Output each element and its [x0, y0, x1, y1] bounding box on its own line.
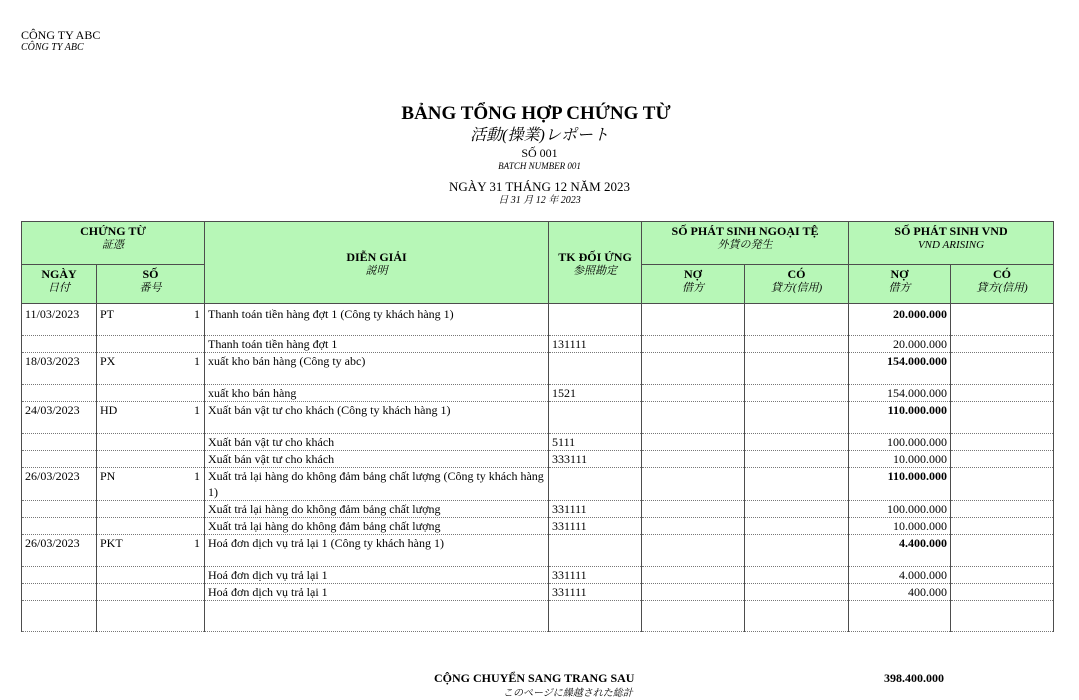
batch-number: SỐ 001: [521, 146, 558, 160]
row-date: [22, 434, 97, 451]
report-title: BẢNG TỔNG HỢP CHỨNG TỪ: [401, 103, 671, 124]
row-type: [97, 584, 205, 601]
row-fx-credit: [745, 468, 849, 501]
row-type-code: HD: [100, 403, 118, 417]
row-seq: 1: [194, 536, 201, 550]
row-fx-debit: [642, 584, 745, 601]
row-description: Hoá đơn dịch vụ trả lại 1 (Công ty khách hàng 1): [205, 535, 549, 567]
company-header: [21, 28, 100, 54]
row-type: [97, 518, 205, 535]
row-vnd-debit: 110.000.000: [849, 402, 951, 434]
row-type: [97, 501, 205, 518]
row-account: [549, 402, 642, 434]
row-fx-credit: [745, 402, 849, 434]
row-vnd-debit: 10.000.000: [849, 451, 951, 468]
row-date: [22, 501, 97, 518]
table-row: [22, 402, 1054, 434]
row-type: [97, 385, 205, 402]
row-fx-debit: [642, 535, 745, 567]
table-row: [22, 353, 1054, 385]
row-description: Thanh toán tiền hàng đợt 1 (Công ty khách hàng 1): [205, 304, 549, 336]
row-fx-credit: [745, 434, 849, 451]
row-type: [97, 402, 205, 434]
table-row: [22, 501, 1054, 518]
row-fx-debit: [642, 336, 745, 353]
row-vnd-debit: 4.000.000: [849, 567, 951, 584]
table-row: [22, 535, 1054, 567]
table-row-empty: [22, 601, 1054, 632]
row-account: [549, 304, 642, 336]
row-seq: 1: [194, 403, 201, 417]
table-row: [22, 468, 1054, 501]
row-fx-debit: [642, 304, 745, 336]
row-type: [97, 336, 205, 353]
row-fx-credit: [745, 501, 849, 518]
row-date: [22, 567, 97, 584]
empty-cell: [642, 601, 745, 632]
empty-cell: [745, 601, 849, 632]
row-description: Xuất bán vật tư cho khách: [205, 451, 549, 468]
row-account: 331111: [549, 584, 642, 601]
row-account: 1521: [549, 385, 642, 402]
row-date: 18/03/2023: [22, 353, 97, 385]
row-vnd-credit: [951, 501, 1054, 518]
carry-forward-label: CỘNG CHUYỂN SANG TRANG SAU: [434, 671, 635, 685]
row-date: [22, 518, 97, 535]
row-vnd-debit: 100.000.000: [849, 434, 951, 451]
row-account: 331111: [549, 567, 642, 584]
empty-cell: [22, 601, 97, 632]
table-row: [22, 304, 1054, 336]
header-account: TK ĐỐI ỨNG 参照勘定: [549, 222, 642, 304]
table-row: [22, 584, 1054, 601]
row-fx-debit: [642, 451, 745, 468]
row-fx-credit: [745, 518, 849, 535]
row-date: [22, 451, 97, 468]
header-row-1: [22, 222, 1054, 265]
row-account: 331111: [549, 501, 642, 518]
empty-cell: [951, 601, 1054, 632]
table-row: [22, 518, 1054, 535]
row-fx-debit: [642, 353, 745, 385]
report-title-block: [0, 102, 1079, 207]
batch-number-en: BATCH NUMBER 001: [498, 161, 581, 171]
row-vnd-credit: [951, 451, 1054, 468]
row-description: Hoá đơn dịch vụ trả lại 1: [205, 584, 549, 601]
table-row: [22, 336, 1054, 353]
report-date: NGÀY 31 THÁNG 12 NĂM 2023: [449, 179, 630, 194]
header-vnd-credit: CÓ 貸方(信用): [951, 265, 1054, 304]
report-title-jp: 活動(操業)レポート: [470, 127, 609, 144]
row-vnd-debit: 20.000.000: [849, 304, 951, 336]
row-vnd-debit: 154.000.000: [849, 385, 951, 402]
row-account: [549, 468, 642, 501]
empty-cell: [549, 601, 642, 632]
row-account: 5111: [549, 434, 642, 451]
header-date: NGÀY 日付: [22, 265, 97, 304]
header-fx-debit: NỢ 借方: [642, 265, 745, 304]
row-vnd-credit: [951, 518, 1054, 535]
row-seq: 1: [194, 469, 201, 483]
header-fx: SỐ PHÁT SINH NGOẠI TỆ 外貨の発生: [642, 222, 849, 265]
row-vnd-credit: [951, 535, 1054, 567]
row-type: [97, 434, 205, 451]
row-fx-credit: [745, 584, 849, 601]
row-date: [22, 385, 97, 402]
row-type: [97, 304, 205, 336]
row-type-code: PX: [100, 354, 116, 368]
table-row: [22, 385, 1054, 402]
row-fx-credit: [745, 304, 849, 336]
row-description: Xuất trả lại hàng do không đảm bảng chất lượng: [205, 501, 549, 518]
row-description: xuất kho bán hàng: [205, 385, 549, 402]
header-fx-credit: CÓ 貸方(信用): [745, 265, 849, 304]
row-fx-credit: [745, 353, 849, 385]
company-name: CÔNG TY ABC: [21, 28, 101, 42]
row-vnd-credit: [951, 304, 1054, 336]
row-seq: 1: [194, 354, 201, 368]
header-voucher: CHỨNG TỪ 証憑: [22, 222, 205, 265]
row-account: 331111: [549, 518, 642, 535]
row-vnd-credit: [951, 468, 1054, 501]
row-fx-debit: [642, 385, 745, 402]
row-vnd-debit: 10.000.000: [849, 518, 951, 535]
row-type: [97, 567, 205, 584]
row-type-code: PN: [100, 469, 116, 483]
row-vnd-credit: [951, 353, 1054, 385]
row-fx-debit: [642, 434, 745, 451]
row-date: 26/03/2023: [22, 535, 97, 567]
carry-forward-total: 398.400.000: [884, 671, 944, 685]
header-description: DIỄN GIẢI 説明: [205, 222, 549, 304]
row-description: Hoá đơn dịch vụ trả lại 1: [205, 567, 549, 584]
row-date: 26/03/2023: [22, 468, 97, 501]
row-vnd-credit: [951, 402, 1054, 434]
voucher-summary-table: [21, 221, 1054, 632]
empty-cell: [849, 601, 951, 632]
row-fx-credit: [745, 567, 849, 584]
row-vnd-credit: [951, 567, 1054, 584]
row-fx-debit: [642, 501, 745, 518]
row-account: 131111: [549, 336, 642, 353]
row-description: Xuất trả lại hàng do không đảm bảng chất lượng (Công ty khách hàng 1): [205, 468, 549, 501]
row-vnd-debit: 400.000: [849, 584, 951, 601]
row-vnd-debit: 4.400.000: [849, 535, 951, 567]
row-type-code: PKT: [100, 536, 123, 550]
row-description: xuất kho bán hàng (Công ty abc): [205, 353, 549, 385]
row-description: Xuất bán vật tư cho khách (Công ty khách hàng 1): [205, 402, 549, 434]
carry-forward-label-jp: このページに繰越された総計: [503, 688, 633, 699]
row-vnd-debit: 100.000.000: [849, 501, 951, 518]
row-description: Xuất trả lại hàng do không đảm bảng chất lượng: [205, 518, 549, 535]
header-vnd-debit: NỢ 借方: [849, 265, 951, 304]
row-fx-debit: [642, 567, 745, 584]
row-date: [22, 336, 97, 353]
row-type: [97, 468, 205, 501]
row-fx-credit: [745, 451, 849, 468]
table-row: [22, 567, 1054, 584]
empty-cell: [205, 601, 549, 632]
row-vnd-credit: [951, 336, 1054, 353]
company-name-alt: CÔNG TY ABC: [21, 42, 84, 53]
row-vnd-credit: [951, 584, 1054, 601]
empty-cell: [97, 601, 205, 632]
row-vnd-debit: 20.000.000: [849, 336, 951, 353]
row-fx-credit: [745, 385, 849, 402]
row-type: [97, 353, 205, 385]
row-fx-debit: [642, 518, 745, 535]
row-fx-debit: [642, 468, 745, 501]
row-fx-credit: [745, 336, 849, 353]
header-number: SỐ 番号: [97, 265, 205, 304]
row-vnd-debit: 154.000.000: [849, 353, 951, 385]
row-vnd-debit: 110.000.000: [849, 468, 951, 501]
header-vnd: SỐ PHÁT SINH VND VND ARISING: [849, 222, 1054, 265]
table-row: [22, 451, 1054, 468]
row-vnd-credit: [951, 434, 1054, 451]
row-date: [22, 584, 97, 601]
row-account: [549, 353, 642, 385]
table-row: [22, 434, 1054, 451]
row-type: [97, 535, 205, 567]
row-account: [549, 535, 642, 567]
row-date: 11/03/2023: [22, 304, 97, 336]
report-date-jp: 日 31 月 12 年 2023: [498, 195, 581, 206]
row-fx-debit: [642, 402, 745, 434]
row-type-code: PT: [100, 307, 115, 321]
row-fx-credit: [745, 535, 849, 567]
row-account: 333111: [549, 451, 642, 468]
row-date: 24/03/2023: [22, 402, 97, 434]
row-type: [97, 451, 205, 468]
row-seq: 1: [194, 307, 201, 321]
row-vnd-credit: [951, 385, 1054, 402]
row-description: Xuất bán vật tư cho khách: [205, 434, 549, 451]
row-description: Thanh toán tiền hàng đợt 1: [205, 336, 549, 353]
